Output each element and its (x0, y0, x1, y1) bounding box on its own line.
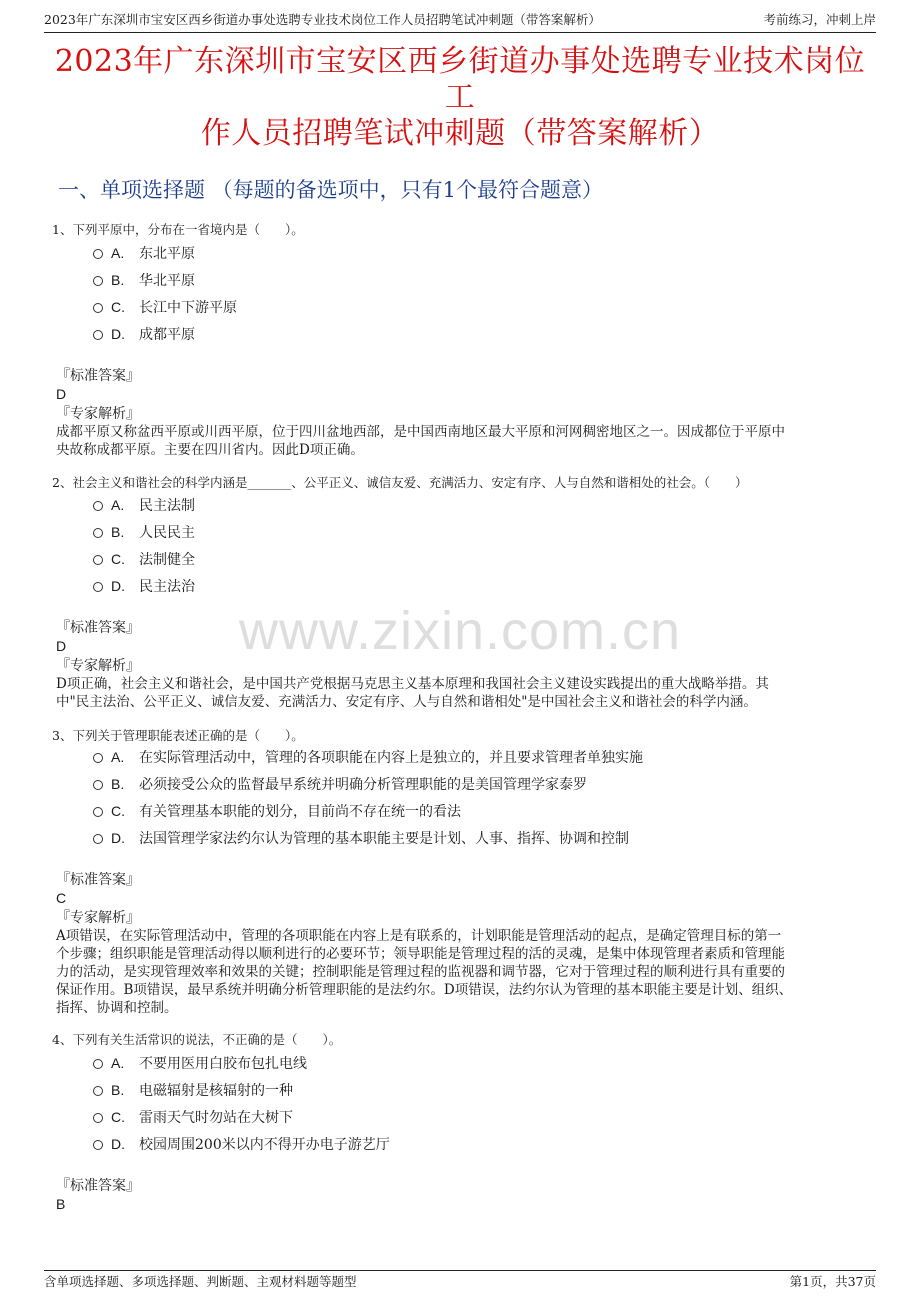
radio-icon[interactable] (93, 1086, 103, 1096)
radio-icon[interactable] (93, 1113, 103, 1123)
radio-icon[interactable] (93, 834, 103, 844)
watermark: www.zixin.com.cn (238, 601, 682, 661)
question-stem: 2、社会主义和谐社会的科学内涵是_______、公平正义、诚信友爱、充满活力、安定有序、人与自然和谐相处的社会。（ ） (52, 475, 748, 490)
option-d[interactable]: D. 成都平原 (93, 324, 195, 345)
option-c[interactable]: C. 长江中下游平原 (93, 297, 237, 318)
page-header (44, 10, 876, 33)
radio-icon[interactable] (93, 555, 103, 565)
section-heading: 一、单项选择题 （每题的备选项中，只有1个最符合题意） (58, 178, 604, 202)
question-stem: 4、下列有关生活常识的说法，不正确的是（ ）。 (52, 1032, 342, 1047)
option-b[interactable]: B. 华北平原 (93, 270, 195, 291)
radio-icon[interactable] (93, 501, 103, 511)
radio-icon[interactable] (93, 1140, 103, 1150)
answer-label: 『标准答案』 (56, 368, 140, 384)
option-d[interactable]: D. 校园周围200米以内不得开办电子游艺厅 (93, 1134, 390, 1155)
option-a[interactable]: A. 东北平原 (93, 243, 195, 264)
document-title (40, 44, 880, 152)
answer-value: C (56, 890, 67, 906)
header-slogan: 考前练习，冲刺上岸 (763, 12, 876, 27)
option-c[interactable]: C. 有关管理基本职能的划分，目前尚不存在统一的看法 (93, 801, 461, 822)
option-a[interactable]: A. 民主法制 (93, 495, 195, 516)
page-footer (44, 1270, 876, 1293)
option-a[interactable]: A. 不要用医用白胶布包扎电线 (93, 1053, 307, 1074)
option-b[interactable]: B. 电磁辐射是核辐射的一种 (93, 1080, 293, 1101)
option-d[interactable]: D. 法国管理学家法约尔认为管理的基本职能主要是计划、人事、指挥、协调和控制 (93, 828, 629, 849)
radio-icon[interactable] (93, 753, 103, 763)
option-b[interactable]: B. 必须接受公众的监督最早系统并明确分析管理职能的是美国管理学家泰罗 (93, 774, 587, 795)
radio-icon[interactable] (93, 1059, 103, 1069)
analysis-text: A项错误，在实际管理活动中，管理的各项职能在内容上是有联系的，计划职能是管理活动的起点，是确定管理目标的第一 个步骤；组织职能是管理活动得以顺利进行的必要环节；领导职能是管理过程的活的灵魂，是集中体现管理者素质和管理能 力的活动，是实现管理效率和效果的关键；控制职能是管理过程的监视器和调节器，它对于管理过程的顺利进行具有重要的 保证作用。B项错误，最早系统并明确分析管理职能的是法约尔。D项错误，法约尔认为管理的基本职能主要是计划、组织、 指挥、协调和控制。 (56, 928, 793, 1016)
analysis-text: D项正确，社会主义和谐社会，是中国共产党根据马克思主义基本原理和我国社会主义建设实践提出的重大战略举措。其 中"民主法治、公平正义、诚信友爱、充满活力、安定有序、人与自然和谐相处"是中国社会主义和谐社会的科学内涵。 (56, 676, 769, 710)
radio-icon[interactable] (93, 780, 103, 790)
question-stem: 3、下列关于管理职能表述正确的是（ ）。 (52, 728, 304, 743)
answer-label: 『标准答案』 (56, 872, 140, 888)
radio-icon[interactable] (93, 330, 103, 340)
footer-question-types: 含单项选择题、多项选择题、判断题、主观材料题等题型 (44, 1274, 357, 1289)
analysis-label: 『专家解析』 (56, 910, 140, 926)
answer-value: D (56, 386, 67, 402)
radio-icon[interactable] (93, 249, 103, 259)
radio-icon[interactable] (93, 807, 103, 817)
analysis-text: 成都平原又称盆西平原或川西平原，位于四川盆地西部，是中国西南地区最大平原和河网稠密地区之一。因成都位于平原中 央故称成都平原。主要在四川省内。因此D项正确。 (56, 424, 785, 458)
radio-icon[interactable] (93, 582, 103, 592)
answer-label: 『标准答案』 (56, 620, 140, 636)
option-b[interactable]: B. 人民民主 (93, 522, 195, 543)
page-number: 第1页，共37页 (789, 1274, 876, 1289)
radio-icon[interactable] (93, 303, 103, 313)
option-a[interactable]: A. 在实际管理活动中，管理的各项职能在内容上是独立的，并且要求管理者单独实施 (93, 747, 643, 768)
analysis-label: 『专家解析』 (56, 406, 140, 422)
document-title-line: 作人员招聘笔试冲刺题（带答案解析） (200, 116, 720, 151)
analysis-label: 『专家解析』 (56, 658, 140, 674)
answer-value: B (56, 1196, 66, 1212)
question-stem: 1、下列平原中，分布在一省境内是（ ）。 (52, 222, 304, 237)
header-document-title: 2023年广东深圳市宝安区西乡街道办事处选聘专业技术岗位工作人员招聘笔试冲刺题（带答案解析） (44, 12, 601, 27)
option-d[interactable]: D. 民主法治 (93, 576, 195, 597)
radio-icon[interactable] (93, 276, 103, 286)
answer-value: D (56, 638, 67, 654)
document-title-line: 2023年广东深圳市宝安区西乡街道办事处选聘专业技术岗位工 (54, 44, 866, 115)
radio-icon[interactable] (93, 528, 103, 538)
option-c[interactable]: C. 雷雨天气时勿站在大树下 (93, 1107, 293, 1128)
answer-label: 『标准答案』 (56, 1178, 140, 1194)
option-c[interactable]: C. 法制健全 (93, 549, 195, 570)
